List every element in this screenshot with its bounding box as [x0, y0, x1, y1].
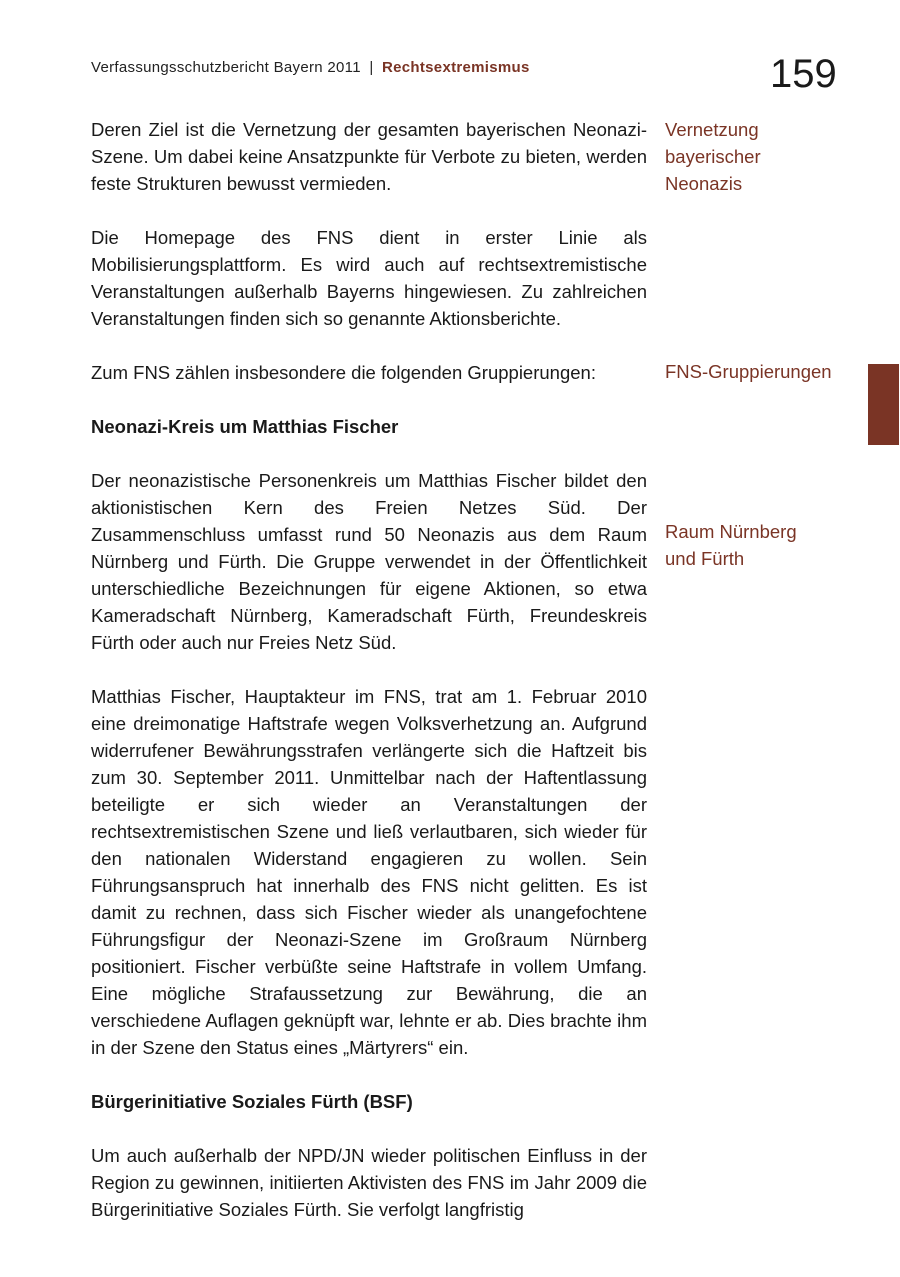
paragraph: Deren Ziel ist die Vernetzung der gesamten bayerischen Neonazi-Szene. Um dabei keine Ansatzpunkte für Verbote zu bieten, werden feste Strukturen bewusst vermieden.	[91, 119, 647, 194]
margin-note-vernetzung: Vernetzung bayerischer Neonazis	[665, 119, 761, 194]
paragraph: Die Homepage des FNS dient in erster Linie als Mobilisierungsplattform. Es wird auch auf rechtsextremistische Veranstaltungen außerhalb Bayerns hingewiesen. Zu zahlreichen Veranstaltungen finden sich so genannte Aktionsberichte.	[91, 227, 647, 329]
section-heading: Bürgerinitiative Soziales Fürth (BSF)	[91, 1091, 413, 1112]
section-heading: Neonazi-Kreis um Matthias Fischer	[91, 416, 399, 437]
page-number: 159	[770, 52, 837, 96]
chapter-tab-marker	[868, 364, 899, 445]
section-title: Rechtsextremismus	[381, 59, 530, 76]
margin-note-raum-nuernberg: Raum Nürnberg und Fürth	[665, 521, 797, 569]
header-separator: |	[369, 59, 374, 76]
publication-title: Verfassungsschutzbericht Bayern 2011	[91, 59, 361, 76]
paragraph: Matthias Fischer, Hauptakteur im FNS, trat am 1. Februar 2010 eine dreimonatige Haftstrafe wegen Volksverhetzung an. Aufgrund widerrufener Bewährungsstrafen verlängerte sich die Haftzeit bis zum 30. September 2011. Unmittelbar nach der Haftentlassung beteiligte er sich wieder an Veranstaltungen der rechtsextremistischen Szene und ließ verlautbaren, sich wieder für den nationalen Widerstand engagieren zu wollen. Sein Führungsanspruch hat innerhalb des FNS nicht gelitten. Es ist damit zu rechnen, dass sich Fischer wieder als unangefochtene Führungsfigur der Neonazi-Szene im Großraum Nürnberg positioniert. Fischer verbüßte seine Haftstrafe in vollem Umfang. Eine mögliche Strafaussetzung zur Bewährung, die an verschiedene Auflagen geknüpft war, lehnte er ab. Dies brachte ihm in der Szene den Status eines „Märtyrers“ ein.	[91, 686, 647, 1058]
margin-note-fns-gruppierungen: FNS-Gruppierungen	[665, 361, 832, 382]
paragraph: Der neonazistische Personenkreis um Matthias Fischer bildet den aktionistischen Kern des Freien Netzes Süd. Der Zusammenschluss umfasst rund 50 Neonazis aus dem Raum Nürnberg und Fürth. Die Gruppe verwendet in der Öffentlichkeit unterschiedliche Bezeichnungen für eigene Aktionen, so etwa Kameradschaft Nürnberg, Kameradschaft Fürth, Freundeskreis Fürth oder auch nur Freies Netz Süd.	[91, 470, 647, 653]
paragraph: Zum FNS zählen insbesondere die folgenden Gruppierungen:	[91, 362, 596, 383]
paragraph: Um auch außerhalb der NPD/JN wieder politischen Einfluss in der Region zu gewinnen, initiierten Aktivisten des FNS im Jahr 2009 die Bürgerinitiative Soziales Fürth. Sie verfolgt langfristig	[91, 1145, 647, 1220]
main-text	[91, 116, 647, 1223]
running-head	[91, 59, 530, 76]
